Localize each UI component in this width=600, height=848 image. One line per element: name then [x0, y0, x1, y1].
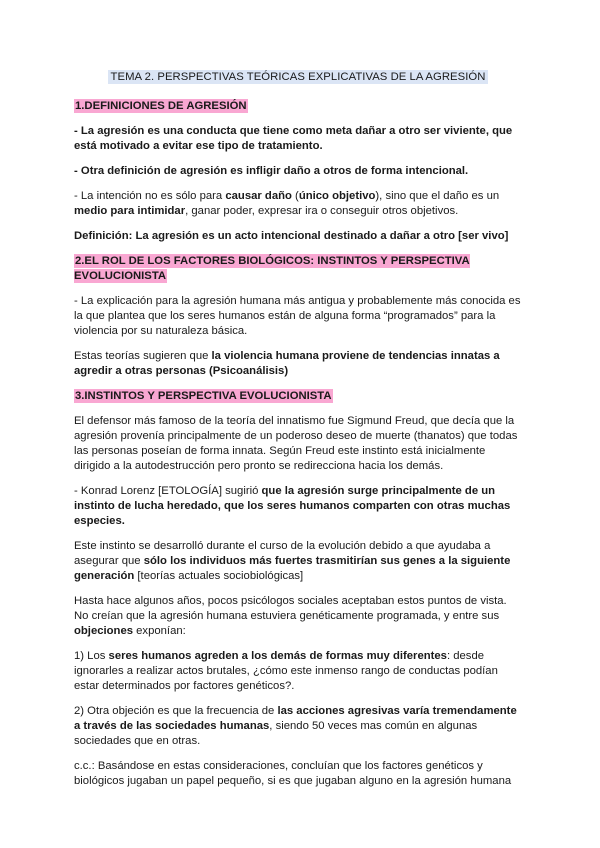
section3-paragraph-2: [74, 484, 522, 529]
text-run: Hasta hace algunos años, pocos psicólogos sociales aceptaban estos puntos de vista. No creían que la agresión humana estuviera genéticamente programada, y entre sus: [74, 595, 507, 622]
text-run: [teorías actuales sociobiológicas]: [134, 570, 304, 582]
section2-paragraph-2: [74, 349, 522, 379]
section3-paragraph-5: [74, 649, 522, 694]
text-run: (: [291, 190, 299, 202]
text-run: Estas teorías sugieren que: [74, 350, 212, 362]
section2-paragraph-1: - La explicación para la agresión humana más antigua y probablemente más conocida es la que plantea que los seres humanos están de alguna forma “programados” para la violencia por su naturaleza básica.: [74, 295, 521, 337]
bold-run: seres humanos agreden a los demás de formas muy diferentes: [108, 650, 447, 662]
bold-run: que la agresión surge principalmente de un instinto de lucha heredado, que los seres humanos comparten con otras muchas especies.: [74, 485, 511, 527]
section3-paragraph-7: c.c.: Basándose en estas consideraciones, concluían que los factores genéticos y biológicos jugaban un papel pequeño, si es que jugaban alguno en la agresión humana: [74, 760, 512, 787]
bold-run: causar daño: [225, 190, 292, 202]
bold-run: sólo los individuos más fuertes trasmitirían sus genes a la siguiente generación: [74, 555, 511, 582]
section1-heading-text: 1.DEFINICIONES DE AGRESIÓN: [75, 100, 247, 112]
bold-run: la violencia humana proviene de tendencias innatas a agredir a otras personas (Psicoanálisis): [74, 350, 500, 377]
text-run: - La intención no es sólo para: [74, 190, 226, 202]
bold-run: medio para intimidar: [74, 205, 186, 217]
text-run: 2) Otra objeción es que la frecuencia de: [74, 705, 278, 717]
section1-paragraph-1: [74, 124, 522, 154]
bold-run: único objetivo: [298, 190, 376, 202]
bold-run: objeciones: [74, 625, 134, 637]
text-run: exponían:: [133, 625, 186, 637]
section2-heading: [74, 254, 522, 284]
section1-paragraph-2: [74, 164, 522, 179]
definition-bold: Definición: La agresión es un acto intencional destinado a dañar a otro [ser vivo]: [74, 230, 509, 242]
section1-p2-bold: - Otra definición de agresión es infligir daño a otros de forma intencional.: [74, 165, 469, 177]
section3-paragraph-4: [74, 594, 522, 639]
section3-heading-text: 3.INSTINTOS Y PERSPECTIVA EVOLUCIONISTA: [75, 390, 332, 402]
text-run: Este instinto se desarrolló durante el curso de la evolución debido a que ayudaba a asegurar que: [74, 540, 491, 567]
section3-paragraph-1: El defensor más famoso de la teoría del innatismo fue Sigmund Freud, que decía que la agresión provenía principalmente de un poderoso deseo de muerte (thanatos) que todas las personas poseían de forma innata. Según Freud este instinto está inicialmente dirigido a la autodestrucción pero pronto se redirecciona hacia los demás.: [74, 415, 518, 472]
title-block: [74, 70, 522, 85]
text-run: 1) Los: [74, 650, 109, 662]
section3-heading: [74, 389, 522, 404]
text-run: ), sino que el daño es un: [375, 190, 500, 202]
bold-run: las acciones agresivas varía tremendamente a través de las sociedades humanas: [74, 705, 517, 732]
text-run: , ganar poder, expresar ira o conseguir otros objetivos.: [185, 205, 459, 217]
section1-definition: [74, 229, 522, 244]
text-run: , siendo 50 veces mas común en algunas sociedades que en otras.: [74, 720, 478, 747]
section3-paragraph-6: [74, 704, 522, 749]
section3-paragraph-3: [74, 539, 522, 584]
section2-heading-text: 2.EL ROL DE LOS FACTORES BIOLÓGICOS: INSTINTOS Y PERSPECTIVA EVOLUCIONISTA: [74, 255, 470, 282]
text-run: : desde ignorarles a realizar actos brutales, ¿cómo este inmenso rango de conductas podían estar determinados por factores genéticos?.: [74, 650, 498, 692]
section1-paragraph-3: [74, 189, 522, 219]
section1-p1-bold: - La agresión es una conducta que tiene como meta dañar a otro ser viviente, que está motivado a evitar ese tipo de tratamiento.: [74, 125, 513, 152]
text-run: - Konrad Lorenz [ETOLOGÍA] sugirió: [74, 485, 262, 497]
section1-heading: [74, 99, 522, 114]
document-title: TEMA 2. PERSPECTIVAS TEÓRICAS EXPLICATIVAS DE LA AGRESIÓN: [108, 70, 489, 84]
